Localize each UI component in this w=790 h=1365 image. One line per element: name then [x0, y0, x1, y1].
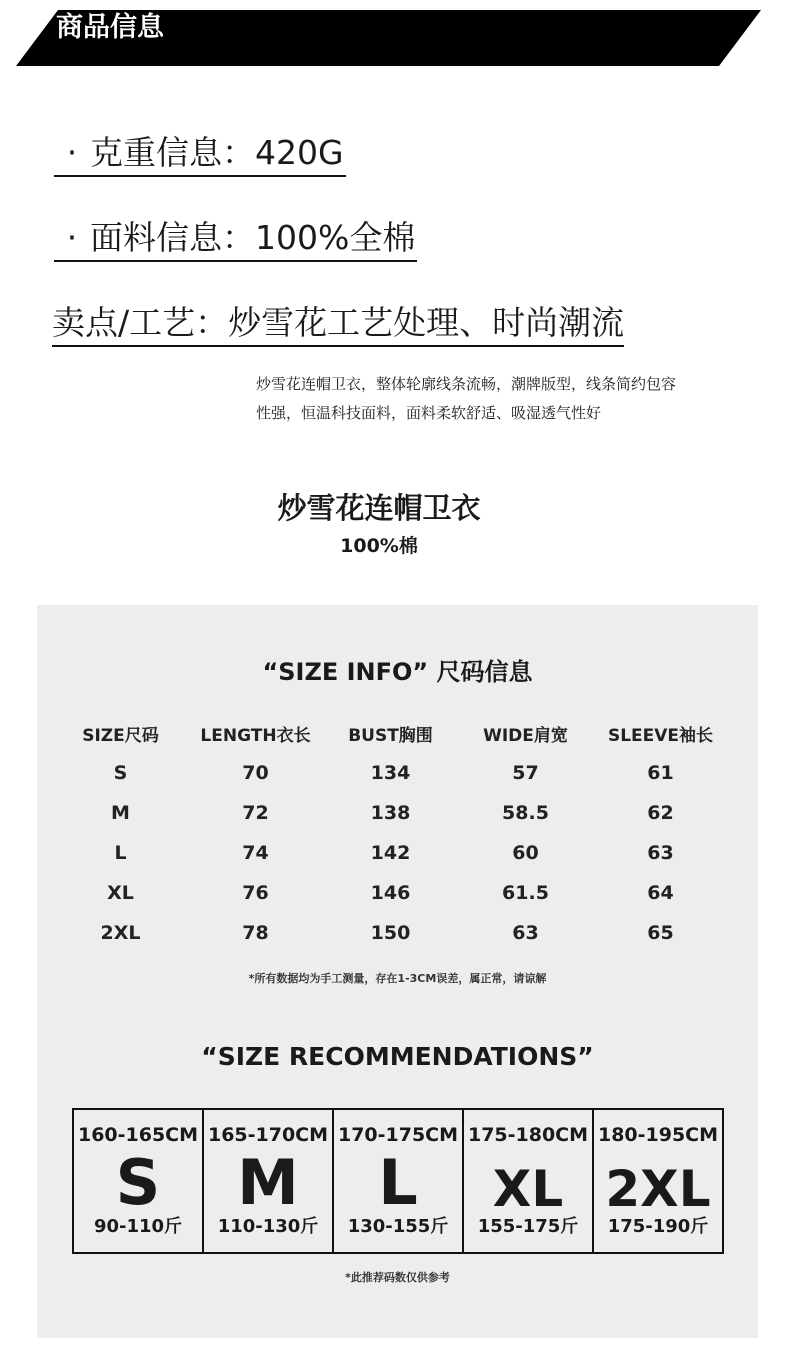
table-header-row [53, 713, 728, 753]
recommendation-height: 165-170CM [207, 1124, 329, 1146]
table-cell: 65 [647, 922, 674, 944]
table-header-cell: WIDE肩宽 [483, 725, 568, 746]
recommendation-size: L [378, 1146, 418, 1219]
table-cell: 64 [647, 882, 674, 904]
weight-info-text: 克重信息：420G [90, 133, 344, 172]
table-cell: XL [107, 882, 134, 904]
measurement-note: *所有数据均为手工测量，存在1-3CM误差，属正常，请谅解 [248, 972, 547, 985]
table-cell: M [111, 802, 130, 824]
table-cell: 142 [370, 842, 411, 864]
recommendation-height: 160-165CM [77, 1124, 199, 1146]
recommendation-height: 175-180CM [467, 1124, 589, 1146]
product-name: 炒雪花连帽卫衣 [277, 491, 481, 525]
recommendation-size: 2XL [605, 1160, 711, 1218]
table-cell: 72 [242, 802, 269, 824]
selling-point: 卖点/工艺：炒雪花工艺处理、时尚潮流 [52, 301, 624, 347]
recommendation-height: 170-175CM [337, 1124, 459, 1146]
table-cell: 63 [512, 922, 539, 944]
table-cell: 150 [370, 922, 411, 944]
table-row [53, 753, 728, 793]
size-table [53, 713, 728, 953]
table-cell: 62 [647, 802, 674, 824]
table-header-cell: LENGTH衣长 [200, 725, 311, 746]
table-row [53, 873, 728, 913]
recommendations-grid [72, 1108, 724, 1254]
recommendation-size: M [237, 1146, 299, 1219]
recommendations-title: “SIZE RECOMMENDATIONS” [201, 1042, 594, 1071]
table-header-cell: SLEEVE袖长 [607, 725, 714, 746]
table-cell: S [113, 762, 128, 784]
table-row [53, 913, 728, 953]
table-cell: 60 [512, 842, 539, 864]
table-cell: 146 [370, 882, 411, 904]
fabric-info-text: 面料信息：100%全棉 [90, 218, 416, 257]
table-cell: 58.5 [502, 802, 549, 824]
recommendation-card [594, 1110, 722, 1252]
table-row [53, 833, 728, 873]
table-cell: 63 [647, 842, 674, 864]
fabric-info [54, 216, 417, 262]
bullet-icon: · [66, 218, 78, 257]
table-cell: 57 [512, 762, 539, 784]
recommendation-weight: 130-155斤 [347, 1216, 449, 1237]
size-info-title: “SIZE INFO” 尺码信息 [262, 658, 533, 686]
recommendation-card [74, 1110, 204, 1252]
description-line: 炒雪花连帽卫衣，整体轮廓线条流畅，潮牌版型，线条简约包容 [256, 375, 677, 393]
table-cell: L [114, 842, 127, 864]
product-material: 100%棉 [340, 535, 418, 557]
recommendation-weight: 110-130斤 [217, 1216, 319, 1237]
recommendation-card [204, 1110, 334, 1252]
table-cell: 70 [242, 762, 269, 784]
recommendation-size: S [115, 1146, 161, 1219]
table-cell: 2XL [100, 922, 141, 944]
table-cell: 138 [370, 802, 411, 824]
size-panel [37, 605, 758, 1338]
description-line: 性强，恒温科技面料，面料柔软舒适、吸湿透气性好 [256, 404, 602, 422]
recommendation-height: 180-195CM [597, 1124, 719, 1146]
table-cell: 61 [647, 762, 674, 784]
table-cell: 61.5 [502, 882, 549, 904]
section-title: 商品信息 [56, 12, 164, 43]
recommendation-weight: 155-175斤 [477, 1216, 579, 1237]
table-cell: 78 [242, 922, 269, 944]
weight-info [54, 131, 346, 177]
recommendation-weight: 175-190斤 [607, 1216, 709, 1237]
table-header-cell: SIZE尺码 [82, 725, 159, 746]
recommendation-note: *此推荐码数仅供参考 [345, 1271, 450, 1284]
recommendation-card [464, 1110, 594, 1252]
table-cell: 74 [242, 842, 269, 864]
table-cell: 134 [370, 762, 411, 784]
recommendation-card [334, 1110, 464, 1252]
table-cell: 76 [242, 882, 269, 904]
table-row [53, 793, 728, 833]
table-header-cell: BUST胸围 [348, 725, 433, 746]
recommendation-weight: 90-110斤 [93, 1216, 183, 1237]
bullet-icon: · [66, 133, 78, 172]
recommendation-size: XL [492, 1160, 564, 1218]
